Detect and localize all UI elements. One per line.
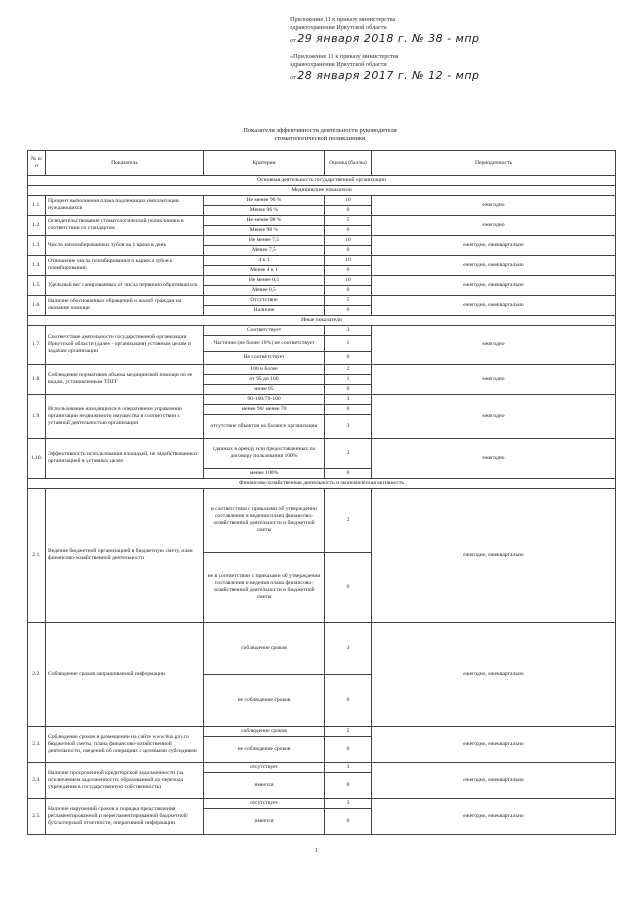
subsection-title: Иные показатели bbox=[28, 315, 616, 325]
document-title: Показатели эффективности деятельности руководителя стоматологической поликлиники bbox=[243, 127, 397, 143]
table-row: Менее 7,5 0 bbox=[28, 245, 616, 255]
table-row: 2.1. Ведение бюджетной организацией в бюджетную смету, план финансово-хозяйственной деятельности в соответствии с приказами об утверждении составления и ведения плана финансово-хозяйственной деятельности и бюджетной сметы 2 ежегодно, ежеквартально bbox=[28, 488, 616, 552]
page-number: 1 bbox=[315, 848, 318, 854]
table-row: имеется 0 bbox=[28, 808, 616, 834]
table-row: 2.5. Наличие нарушений сроков и порядка представления регламентированной и нерегламентированной бюджетной/бухгалтерской отчетности, оперативной информации отсутствует 3 ежегодно, ежеквартально bbox=[28, 798, 616, 808]
header-line-signed: от 28 января 2017 г. № 12 - мпр bbox=[290, 68, 480, 82]
column-header: Периодичность bbox=[372, 151, 616, 176]
column-header: Оценка (баллы) bbox=[325, 151, 372, 176]
table-row: Частично (не более 10%) не соответствует 1 bbox=[28, 335, 616, 351]
table-row: имеется 0 bbox=[28, 772, 616, 798]
table-row: 1.1. Процент выполнения плана подлежащих имплантации нуждающихся Не менее 96 % 10 ежегодно bbox=[28, 195, 616, 205]
table-row: от 95 до 100 1 bbox=[28, 374, 616, 384]
table-row: отсутствие объектов на балансе организации 3 bbox=[28, 414, 616, 438]
table-row: 1.6. Наличие обоснованных обращений и жалоб граждан на оказание помощи Отсутствие 5 ежегодно, ежеквартально bbox=[28, 295, 616, 305]
table-row: Наличие 0 bbox=[28, 305, 616, 315]
table-row: 2.4. Наличие просроченной кредиторской задолженности (за исключением задолженности, образованной до перехода учреждения в государственную собственность) отсутствует 3 ежегодно, ежеквартально bbox=[28, 762, 616, 772]
table-row: 1.9. Использование находящихся в оперативном управлении организации недвижимого имущества в соответствии с уставной деятельностью организации 90-100/70-100 3 ежегодно bbox=[28, 394, 616, 404]
handwritten-date: 28 января 2017 г. № 12 - мпр bbox=[297, 68, 480, 82]
subsection-title: Медицинские показатели bbox=[28, 185, 616, 195]
table-row: Менее 96 % 0 bbox=[28, 205, 616, 215]
table-row: не в соответствии с приказами об утверждении составления и ведения плана финансово-хозяйственной деятельности и бюджетной сметы 0 bbox=[28, 552, 616, 622]
table-header-row bbox=[28, 151, 616, 176]
header-line: Приложение 11 к приказу министерства bbox=[290, 16, 396, 23]
column-header: Показатель bbox=[46, 151, 204, 176]
table-row: менее 90/ менее 70 0 bbox=[28, 404, 616, 414]
document-header bbox=[290, 16, 480, 83]
table-row: 1.10. Эффективность использования площадей, не задействованных организацией в уставных целях сданных в аренду или предоставленных по договору пользования 100% 3 ежегодно bbox=[28, 438, 616, 468]
table-row: ниже 95 0 bbox=[28, 384, 616, 394]
table-row: 1.2. Освидетельствование стоматологической поликлиники в соответствии со стандартом Не менее 98 % 5 ежегодно bbox=[28, 215, 616, 225]
header-line: здравоохранения Иркутской области bbox=[290, 23, 387, 31]
table-row: Менее 98 % 0 bbox=[28, 225, 616, 235]
section-title: Финансово-хозяйственная деятельность и экономическая активность bbox=[28, 478, 616, 488]
table-row: 1.7. Соответствие деятельности государственной организации Иркутской области (далее - организация) уставным целям и задачам организации Соответствует 3 ежегодно bbox=[28, 325, 616, 335]
table-row: 1.5. Удельный вес санированных от числа первично обратившихся Не менее 0,5 10 ежегодно, ежеквартально bbox=[28, 275, 616, 285]
table-row: Не соответствует 0 bbox=[28, 351, 616, 364]
handwritten-date: 29 января 2018 г. № 38 - мпр bbox=[297, 31, 480, 45]
table-row: менее 100% 0 bbox=[28, 468, 616, 478]
header-line: «Приложение 11 к приказу министерства bbox=[290, 53, 399, 61]
column-header: № п/п bbox=[28, 151, 46, 176]
table-row: Менее 0,5 0 bbox=[28, 285, 616, 295]
column-header: Критерии bbox=[204, 151, 325, 176]
table-row: 1.8. Соблюдение нормативов объема медицинской помощи по ее видам, установленным ТПГГ 100 и более 2 ежегодно bbox=[28, 364, 616, 374]
table-row: 1.4. Отношение числа пломбированного кариеса зубов к пломбированию 4 к 1 10 ежегодно, ежеквартально bbox=[28, 255, 616, 265]
header-line-signed: от 29 января 2018 г. № 38 - мпр bbox=[290, 31, 480, 45]
indicators-table bbox=[27, 150, 616, 835]
table-row: 2.2. Соблюдение сроков запрашиваемой информации соблюдение сроков 3 ежегодно, ежеквартально bbox=[28, 622, 616, 674]
table-row: Менее 4 к 1 0 bbox=[28, 265, 616, 275]
table-row: не соблюдение сроков 0 bbox=[28, 736, 616, 762]
table-row: 1.3. Число запломбированных зубов на 1 врача в день Не менее 7,5 10 ежегодно, ежеквартально bbox=[28, 235, 616, 245]
table-row: 2.3. Соблюдение сроков в размещении на сайте www.bus.gov.ru бюджетной сметы, плана финансово-хозяйственной деятельности, сведений об операциях с целевыми субсидиями соблюдение сроков 2 ежегодно, ежеквартально bbox=[28, 726, 616, 736]
header-line: здравоохранения Иркутской области bbox=[290, 61, 387, 68]
table-row: не соблюдение сроков 0 bbox=[28, 674, 616, 726]
section-title: Основная деятельность государственной организации bbox=[28, 176, 616, 186]
